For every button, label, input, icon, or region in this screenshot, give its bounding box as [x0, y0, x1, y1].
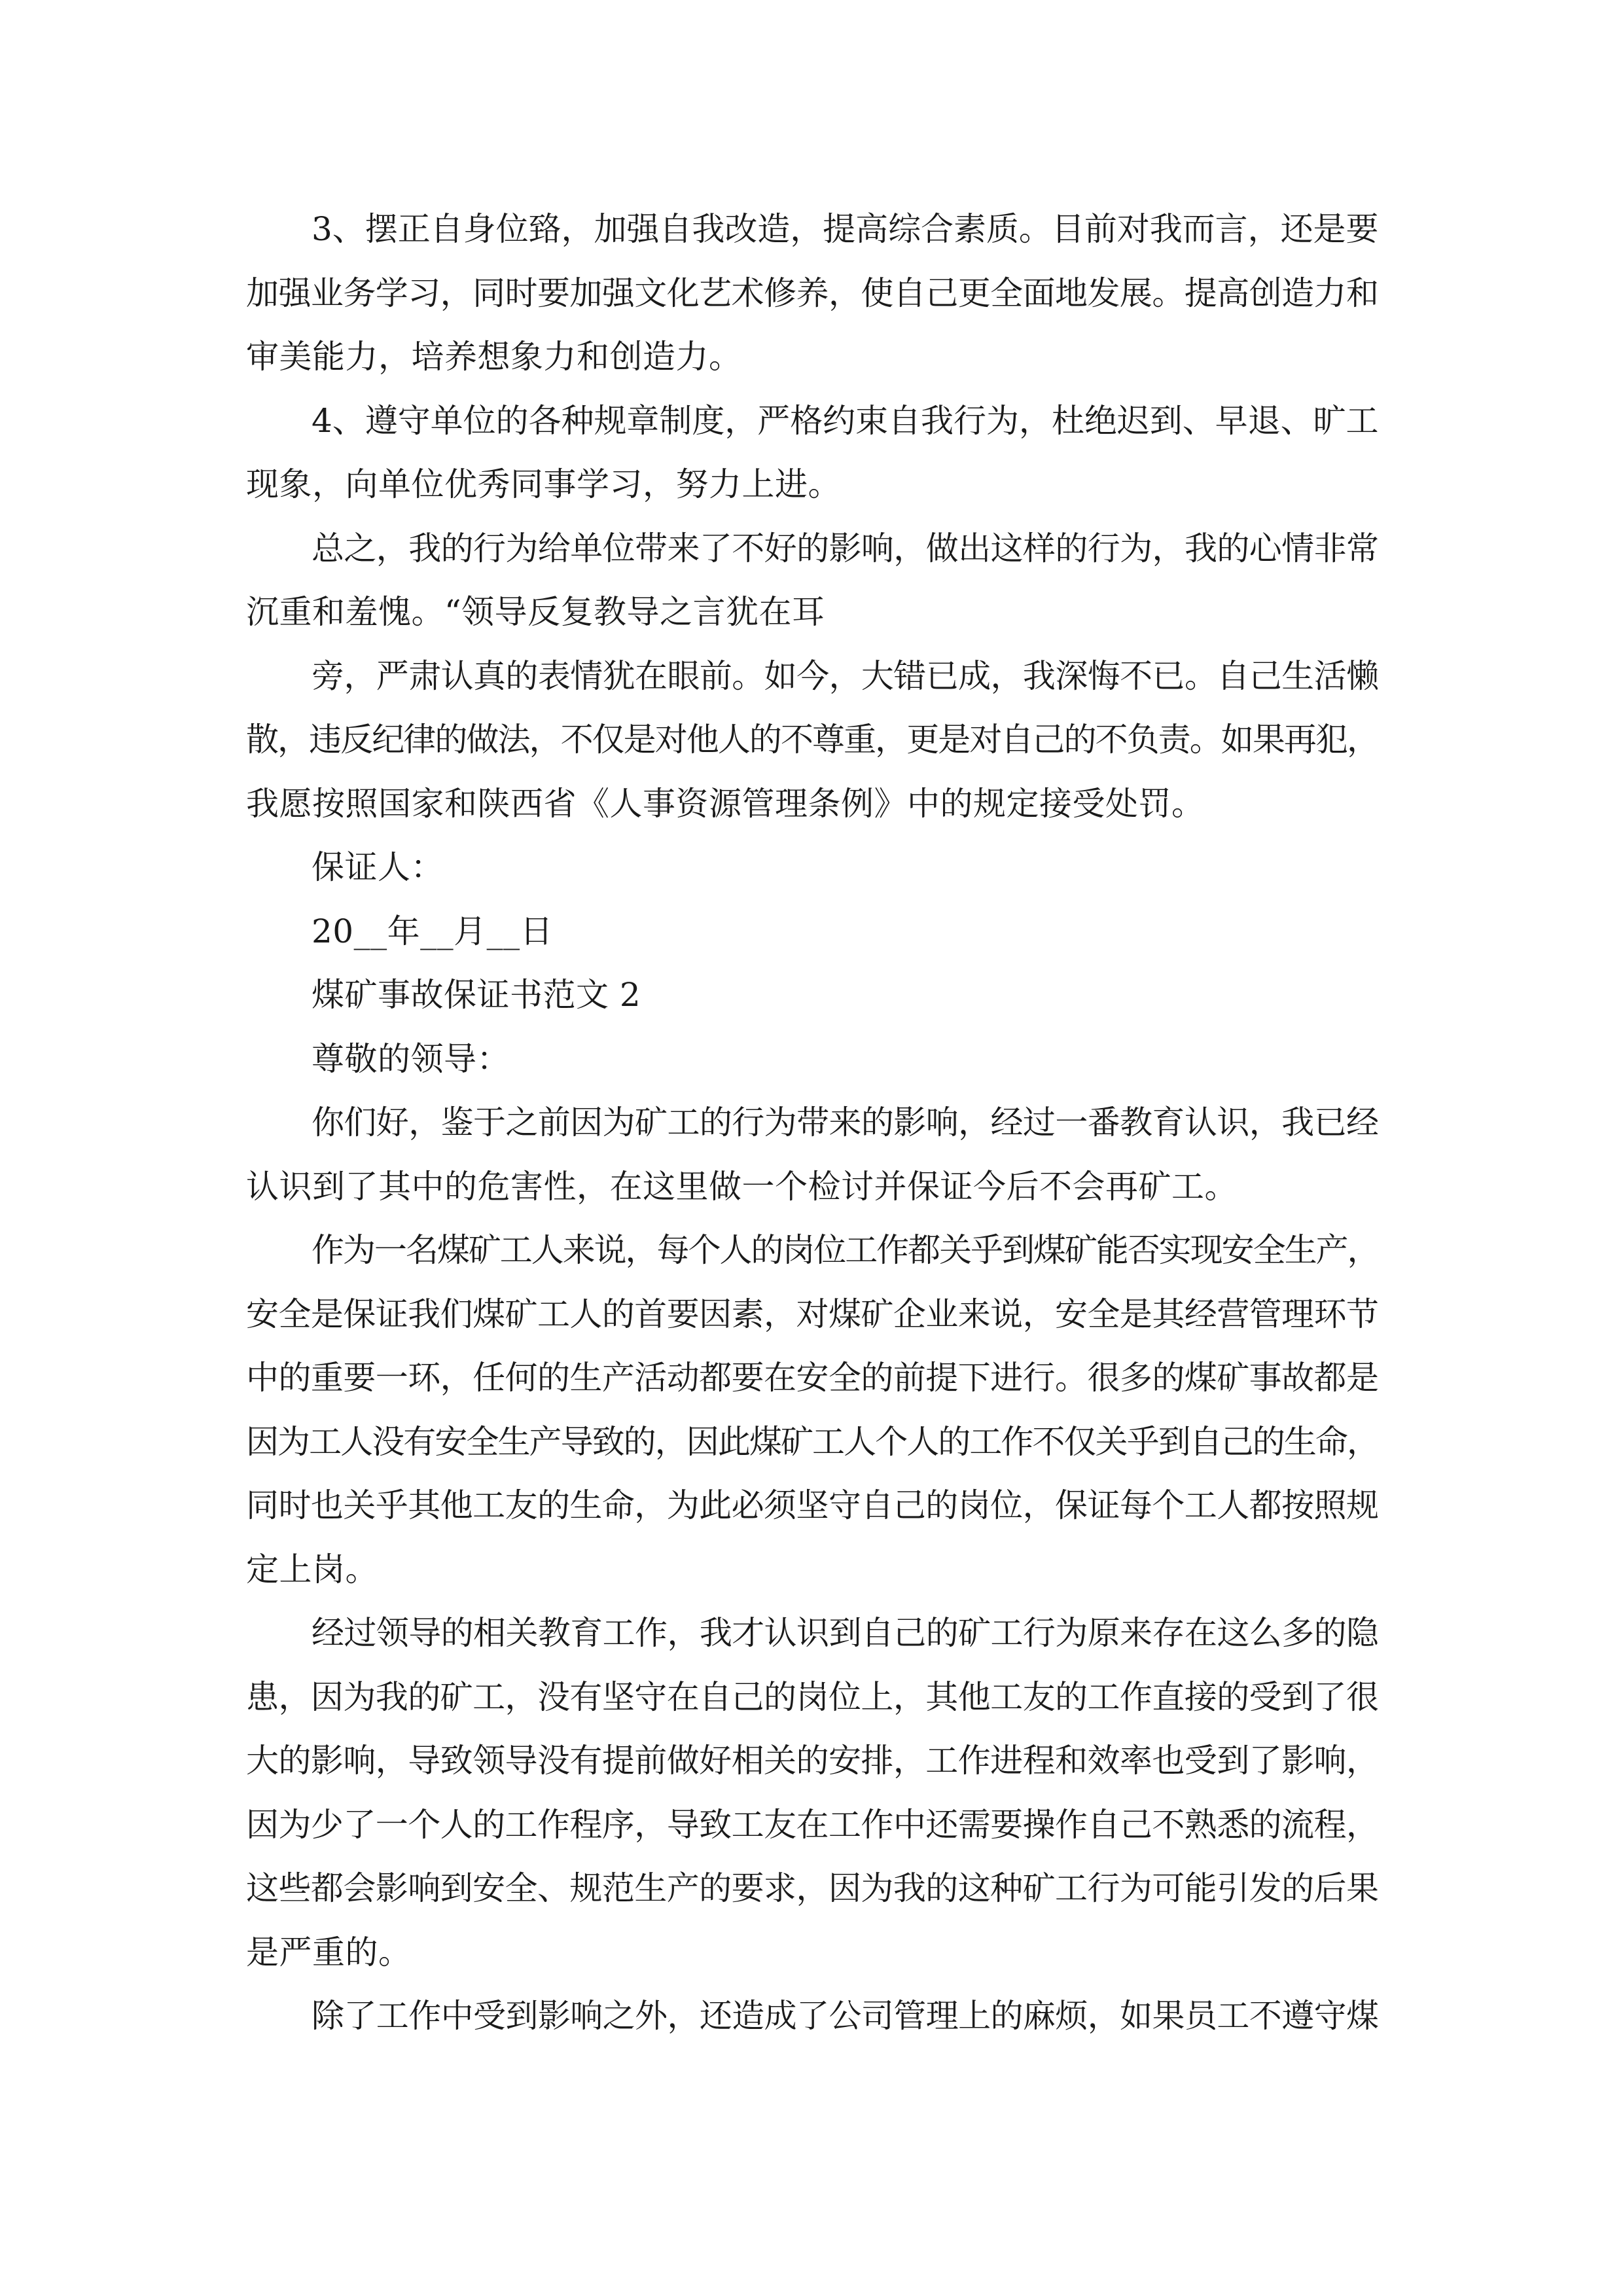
text-line: 经过领导的相关教育工作，我才认识到自己的矿工行为原来存在这么多的隐 — [312, 1614, 1378, 1652]
text-line: 作为一名煤矿工人来说，每个人的岗位工作都关乎到煤矿能否实现安全生产， — [312, 1231, 1378, 1269]
text-line: 安全是保证我们煤矿工人的首要因素，对煤矿企业来说，安全是其经营管理环节 — [246, 1295, 1378, 1333]
text-line: 大的影响，导致领导没有提前做好相关的安排，工作进程和效率也受到了影响， — [246, 1742, 1378, 1780]
text-line: 中的重要一环，任何的生产活动都要在安全的前提下进行。很多的煤矿事故都是 — [246, 1359, 1378, 1397]
text-line: 这些都会影响到安全、规范生产的要求，因为我的这种矿工行为可能引发的后果 — [246, 1869, 1378, 1907]
text-line: 我愿按照国家和陕西省《人事资源管理条例》中的规定接受处罚。 — [246, 784, 1205, 823]
text-line: 4、遵守单位的各种规章制度，严格约束自我行为，杜绝迟到、早退、旷工 — [312, 401, 1378, 440]
text-line: 因为工人没有安全生产导致的，因此煤矿工人个人的工作不仅关乎到自己的生命， — [246, 1422, 1378, 1461]
text-line: 煤矿事故保证书范文 2 — [312, 976, 641, 1014]
text-line: 总之，我的行为给单位带来了不好的影响，做出这样的行为，我的心情非常 — [312, 529, 1378, 567]
text-line: 是严重的。 — [246, 1933, 412, 1971]
text-line: 20__年__月__日 — [312, 912, 554, 950]
text-line: 审美能力，培养想象力和创造力。 — [246, 338, 742, 376]
text-line: 除了工作中受到影响之外，还造成了公司管理上的麻烦，如果员工不遵守煤 — [312, 1997, 1378, 2035]
text-line: 3、摆正自身位臵，加强自我改造，提高综合素质。目前对我而言，还是要 — [312, 210, 1378, 248]
text-line: 患，因为我的矿工，没有坚守在自己的岗位上，其他工友的工作直接的受到了很 — [246, 1677, 1378, 1716]
text-line: 沉重和羞愧。“领导反复教导之言犹在耳 — [246, 593, 825, 631]
text-line: 认识到了其中的危害性，在这里做一个检讨并保证今后不会再矿工。 — [246, 1167, 1238, 1206]
text-line: 尊敬的领导： — [312, 1039, 510, 1078]
text-line: 散，违反纪律的做法，不仅是对他人的不尊重，更是对自己的不负责。如果再犯， — [246, 721, 1378, 759]
text-line: 旁，严肃认真的表情犹在眼前。如今，大错已成，我深悔不已。自己生活懒 — [312, 656, 1378, 695]
text-line: 定上岗。 — [246, 1550, 378, 1588]
text-line: 保证人： — [312, 848, 444, 886]
document-body — [246, 198, 1378, 2049]
text-line: 你们好，鉴于之前因为矿工的行为带来的影响，经过一番教育认识，我已经 — [312, 1103, 1378, 1141]
text-line: 同时也关乎其他工友的生命，为此必须坚守自己的岗位，保证每个工人都按照规 — [246, 1486, 1378, 1524]
text-line: 加强业务学习，同时要加强文化艺术修养，使自己更全面地发展。提高创造力和 — [246, 274, 1378, 312]
text-line: 因为少了一个人的工作程序，导致工友在工作中还需要操作自己不熟悉的流程， — [246, 1805, 1378, 1844]
text-line: 现象，向单位优秀同事学习，努力上进。 — [246, 465, 841, 503]
